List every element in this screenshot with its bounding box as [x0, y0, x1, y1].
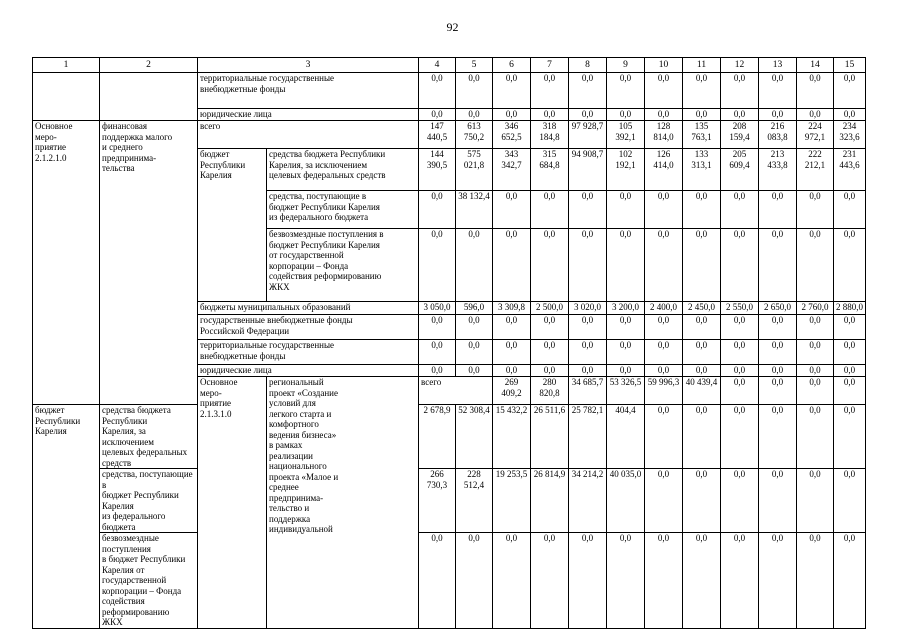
value-cell: 0,0 — [531, 191, 569, 229]
value-cell: 0,0 — [607, 73, 645, 109]
value-cell: 0,0 — [834, 405, 866, 469]
value-cell: 0,0 — [493, 315, 531, 340]
budget-label: бюджет Республики Карелия — [33, 405, 100, 629]
value-cell: 0,0 — [569, 191, 607, 229]
header-cell: 9 — [607, 58, 645, 73]
header-cell: 4 — [419, 58, 456, 73]
header-cell: 11 — [683, 58, 721, 73]
value-cell: 0,0 — [531, 73, 569, 109]
value-cell: 2 650,0 — [759, 302, 797, 315]
value-cell: 0,0 — [834, 315, 866, 340]
source-label: юридические лица — [198, 365, 419, 377]
value-cell: 0,0 — [569, 533, 607, 629]
value-cell: 0,0 — [721, 229, 759, 302]
value-cell: 0,0 — [493, 73, 531, 109]
value-cell: 0,0 — [493, 191, 531, 229]
value-cell: 228 512,4 — [456, 469, 493, 533]
measure-code-cell: Основное меро- приятие 2.1.2.1.0 — [33, 121, 100, 405]
value-cell: 2 500,0 — [531, 302, 569, 315]
value-cell: 0,0 — [607, 533, 645, 629]
value-cell: 0,0 — [834, 377, 866, 405]
value-cell: 97 928,7 — [569, 121, 607, 149]
value-cell: 0,0 — [531, 365, 569, 377]
measure-code-cell: Основное меро- приятие 2.1.3.1.0 — [198, 377, 267, 629]
value-cell: 2 880,0 — [834, 302, 866, 315]
source-label: средства, поступающие в бюджет Республики Карелия из федерального бюджета — [267, 191, 419, 229]
value-cell: 26 511,6 — [531, 405, 569, 469]
value-cell: 0,0 — [569, 315, 607, 340]
value-cell: 0,0 — [569, 340, 607, 365]
value-cell: 0,0 — [607, 365, 645, 377]
value-cell: 0,0 — [493, 109, 531, 121]
measure-name-cell — [100, 73, 198, 121]
value-cell: 0,0 — [797, 315, 834, 340]
budget-table — [32, 57, 866, 629]
value-cell: 0,0 — [759, 315, 797, 340]
header-cell: 5 — [456, 58, 493, 73]
value-cell: 52 308,4 — [456, 405, 493, 469]
value-cell: 0,0 — [419, 73, 456, 109]
value-cell: 280 820,8 — [531, 377, 569, 405]
value-cell: 0,0 — [721, 340, 759, 365]
table-row — [33, 533, 866, 629]
value-cell: 15 432,2 — [493, 405, 531, 469]
value-cell: 0,0 — [645, 469, 683, 533]
value-cell: 0,0 — [607, 315, 645, 340]
measure-name-cell: региональный проект «Создание условий для легкого старта и комфортного ведения бизнеса» в рамках реализации национального проекта «Малое и среднее предпринима- тельство и поддержка индивидуальной — [267, 377, 419, 629]
value-cell: 208 159,4 — [721, 121, 759, 149]
value-cell: 0,0 — [797, 365, 834, 377]
value-cell: 0,0 — [531, 109, 569, 121]
value-cell: 0,0 — [797, 73, 834, 109]
value-cell: 126 414,0 — [645, 149, 683, 191]
value-cell: 0,0 — [721, 365, 759, 377]
header-cell: 15 — [834, 58, 866, 73]
value-cell: 266 730,3 — [419, 469, 456, 533]
value-cell: 38 132,4 — [456, 191, 493, 229]
source-label: средства бюджета Республики Карелия, за исключением целевых федеральных средств — [267, 149, 419, 191]
measure-name-cell: финансовая поддержка малого и среднего предпринима- тельства — [100, 121, 198, 405]
budget-label: бюджет Республики Карелия — [198, 149, 267, 302]
value-cell: 0,0 — [759, 109, 797, 121]
value-cell: 0,0 — [759, 73, 797, 109]
header-cell: 10 — [645, 58, 683, 73]
value-cell: 0,0 — [834, 533, 866, 629]
value-cell: 0,0 — [683, 533, 721, 629]
value-cell: 315 684,8 — [531, 149, 569, 191]
value-cell: 135 763,1 — [683, 121, 721, 149]
value-cell: 0,0 — [683, 365, 721, 377]
value-cell: 318 184,8 — [531, 121, 569, 149]
value-cell: 147 440,5 — [419, 121, 456, 149]
value-cell: 231 443,6 — [834, 149, 866, 191]
header-cell: 1 — [33, 58, 100, 73]
value-cell: 53 326,5 — [607, 377, 645, 405]
value-cell: 3 309,8 — [493, 302, 531, 315]
table-body — [33, 58, 866, 629]
value-cell: 105 392,1 — [607, 121, 645, 149]
value-cell: 0,0 — [797, 340, 834, 365]
value-cell: 59 996,3 — [645, 377, 683, 405]
value-cell: 3 200,0 — [607, 302, 645, 315]
table-row — [33, 121, 866, 149]
value-cell: 144 390,5 — [419, 149, 456, 191]
value-cell: 0,0 — [721, 405, 759, 469]
value-cell: 0,0 — [645, 365, 683, 377]
value-cell: 2 450,0 — [683, 302, 721, 315]
value-cell: 0,0 — [834, 229, 866, 302]
header-cell: 13 — [759, 58, 797, 73]
value-cell: 0,0 — [683, 340, 721, 365]
value-cell: 0,0 — [834, 191, 866, 229]
value-cell: 0,0 — [493, 340, 531, 365]
value-cell: 0,0 — [683, 405, 721, 469]
source-label: территориальные государственные внебюджетные фонды — [198, 73, 419, 109]
value-cell: 0,0 — [759, 365, 797, 377]
value-cell: 0,0 — [493, 533, 531, 629]
value-cell: 222 212,1 — [797, 149, 834, 191]
value-cell: 0,0 — [797, 229, 834, 302]
value-cell: 2 678,9 — [419, 405, 456, 469]
value-cell: 0,0 — [721, 73, 759, 109]
source-label: территориальные государственные внебюджетные фонды — [198, 340, 419, 365]
value-cell: 0,0 — [759, 229, 797, 302]
value-cell: 0,0 — [797, 469, 834, 533]
value-cell: 19 253,5 — [493, 469, 531, 533]
value-cell: 3 050,0 — [419, 302, 456, 315]
value-cell: 0,0 — [834, 469, 866, 533]
value-cell: 94 908,7 — [569, 149, 607, 191]
value-cell: 0,0 — [645, 229, 683, 302]
source-label: всего — [198, 121, 419, 149]
value-cell: 0,0 — [607, 340, 645, 365]
header-cell: 3 — [198, 58, 419, 73]
value-cell: 234 323,6 — [834, 121, 866, 149]
header-cell: 8 — [569, 58, 607, 73]
header-cell: 2 — [100, 58, 198, 73]
source-label: безвозмездные поступления в бюджет Республики Карелия от государственной корпорации – Фонда содействия реформированию ЖКХ — [267, 229, 419, 302]
value-cell: 0,0 — [607, 229, 645, 302]
value-cell: 0,0 — [569, 365, 607, 377]
value-cell: 2 550,0 — [721, 302, 759, 315]
value-cell: 0,0 — [759, 340, 797, 365]
value-cell: 0,0 — [683, 315, 721, 340]
value-cell: 0,0 — [645, 340, 683, 365]
value-cell: 0,0 — [721, 191, 759, 229]
value-cell: 575 021,8 — [456, 149, 493, 191]
value-cell: 0,0 — [419, 365, 456, 377]
value-cell: 0,0 — [456, 533, 493, 629]
source-label: безвозмездные поступления в бюджет Республики Карелия от государственной корпорации – Фонда содействия реформированию ЖКХ — [100, 533, 198, 629]
value-cell: 0,0 — [645, 315, 683, 340]
value-cell: 404,4 — [607, 405, 645, 469]
value-cell: 3 020,0 — [569, 302, 607, 315]
value-cell: 0,0 — [645, 533, 683, 629]
value-cell: 0,0 — [456, 229, 493, 302]
value-cell: 0,0 — [834, 109, 866, 121]
table-row — [33, 469, 866, 533]
value-cell: 0,0 — [721, 469, 759, 533]
header-cell: 12 — [721, 58, 759, 73]
value-cell: 0,0 — [569, 73, 607, 109]
value-cell: 0,0 — [456, 365, 493, 377]
value-cell: 0,0 — [419, 315, 456, 340]
value-cell: 269 409,2 — [493, 377, 531, 405]
value-cell: 26 814,9 — [531, 469, 569, 533]
value-cell: 0,0 — [834, 73, 866, 109]
value-cell: 216 083,8 — [759, 121, 797, 149]
value-cell: 0,0 — [531, 533, 569, 629]
source-label: юридические лица — [198, 109, 419, 121]
value-cell: 0,0 — [683, 109, 721, 121]
value-cell: 213 433,8 — [759, 149, 797, 191]
value-cell: 596,0 — [456, 302, 493, 315]
value-cell: 0,0 — [456, 315, 493, 340]
value-cell: 343 342,7 — [493, 149, 531, 191]
value-cell: 0,0 — [419, 229, 456, 302]
header-cell: 7 — [531, 58, 569, 73]
value-cell: 224 972,1 — [797, 121, 834, 149]
value-cell: 0,0 — [721, 533, 759, 629]
value-cell: 0,0 — [607, 109, 645, 121]
table-row — [33, 405, 866, 469]
value-cell: 0,0 — [531, 229, 569, 302]
value-cell: 34 685,7 — [569, 377, 607, 405]
value-cell: 0,0 — [683, 469, 721, 533]
value-cell: 0,0 — [569, 229, 607, 302]
value-cell: 0,0 — [456, 109, 493, 121]
value-cell: 40 035,0 — [607, 469, 645, 533]
value-cell: 34 214,2 — [569, 469, 607, 533]
value-cell: 0,0 — [759, 533, 797, 629]
value-cell: 0,0 — [759, 405, 797, 469]
source-label: средства, поступающие в бюджет Республики Карелия из федерального бюджета — [100, 469, 198, 533]
value-cell: 0,0 — [419, 109, 456, 121]
value-cell: 0,0 — [721, 377, 759, 405]
value-cell: 0,0 — [759, 191, 797, 229]
value-cell: 0,0 — [419, 191, 456, 229]
value-cell: 0,0 — [569, 109, 607, 121]
value-cell: 0,0 — [721, 109, 759, 121]
value-cell: 133 313,1 — [683, 149, 721, 191]
value-cell: 0,0 — [721, 315, 759, 340]
value-cell: 0,0 — [645, 191, 683, 229]
value-cell: 0,0 — [645, 109, 683, 121]
value-cell: 0,0 — [797, 191, 834, 229]
value-cell: 0,0 — [759, 469, 797, 533]
page-number: 92 — [446, 20, 459, 34]
source-label: всего — [419, 377, 493, 405]
value-cell: 0,0 — [493, 365, 531, 377]
value-cell: 0,0 — [683, 191, 721, 229]
value-cell: 0,0 — [834, 365, 866, 377]
value-cell: 2 400,0 — [645, 302, 683, 315]
value-cell: 2 760,0 — [797, 302, 834, 315]
source-label: средства бюджета Республики Карелия, за исключением целевых федеральных средств — [100, 405, 198, 469]
value-cell: 0,0 — [683, 229, 721, 302]
value-cell: 128 814,0 — [645, 121, 683, 149]
value-cell: 0,0 — [607, 191, 645, 229]
value-cell: 0,0 — [797, 377, 834, 405]
value-cell: 25 782,1 — [569, 405, 607, 469]
source-label: государственные внебюджетные фонды Российской Федерации — [198, 315, 419, 340]
value-cell: 0,0 — [456, 73, 493, 109]
value-cell: 0,0 — [419, 533, 456, 629]
value-cell: 0,0 — [797, 109, 834, 121]
header-cell: 14 — [797, 58, 834, 73]
header-cell: 6 — [493, 58, 531, 73]
value-cell: 0,0 — [493, 229, 531, 302]
value-cell: 0,0 — [683, 73, 721, 109]
value-cell: 0,0 — [456, 340, 493, 365]
measure-code-cell — [33, 73, 100, 121]
value-cell: 0,0 — [419, 340, 456, 365]
value-cell: 346 652,5 — [493, 121, 531, 149]
value-cell: 0,0 — [797, 533, 834, 629]
value-cell: 40 439,4 — [683, 377, 721, 405]
value-cell: 102 192,1 — [607, 149, 645, 191]
value-cell: 0,0 — [834, 340, 866, 365]
value-cell: 0,0 — [645, 405, 683, 469]
value-cell: 205 609,4 — [721, 149, 759, 191]
source-label: бюджеты муниципальных образований — [198, 302, 419, 315]
value-cell: 0,0 — [759, 377, 797, 405]
value-cell: 0,0 — [531, 340, 569, 365]
table-row — [33, 73, 866, 109]
value-cell: 0,0 — [531, 315, 569, 340]
value-cell: 0,0 — [645, 73, 683, 109]
value-cell: 613 750,2 — [456, 121, 493, 149]
table-row — [33, 58, 866, 73]
value-cell: 0,0 — [797, 405, 834, 469]
